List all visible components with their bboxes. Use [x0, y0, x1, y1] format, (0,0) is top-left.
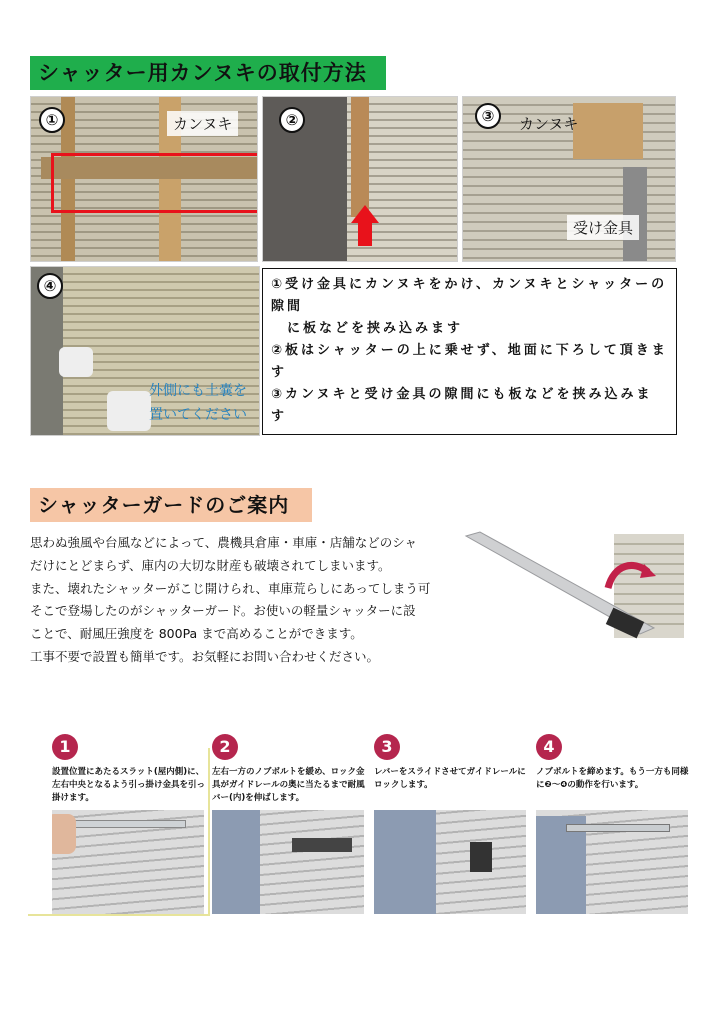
product-image-shutter-guard [458, 524, 694, 652]
step-badge-2: 2 [212, 734, 238, 760]
step-photo-4 [536, 810, 688, 914]
step-number-4: ④ [37, 273, 63, 299]
label-uke-kanagu: 受け金具 [567, 215, 639, 240]
step-number-1: ① [39, 107, 65, 133]
body-line: 工事不要で設置も簡単です。お気軽にお問い合わせください。 [30, 648, 380, 664]
section-title-kannuki: シャッター用カンヌキの取付方法 [30, 56, 386, 90]
label-kannuki: カンヌキ [167, 111, 238, 136]
overlay-note: 外側にも土嚢を 置いてください [149, 383, 247, 423]
step-photo-1 [52, 810, 204, 914]
step-photo-3 [374, 810, 526, 914]
step-text-4: ノブボルトを締めます。もう一方も同様に❷〜❹の動作を行います。 [536, 767, 689, 790]
arrow-up-icon [351, 205, 379, 223]
step-badge-3: 3 [374, 734, 400, 760]
body-line: 思わぬ強風や台風などによって、農機具倉庫・車庫・店舗などのシャ [30, 535, 418, 550]
body-line: また、壊れたシャッターがこじ開けられ、車庫荒らしにあってしまう可 [30, 580, 431, 596]
step-2 [188, 732, 365, 914]
label-kannuki-3: カンヌキ [519, 115, 579, 133]
section-2-body [30, 532, 454, 666]
body-line: そこで登場したのがシャッターガード。お使いの軽量シャッターに設 [30, 603, 416, 619]
step-photo-2 [212, 810, 364, 914]
step-text-1: 設置位置にあたるスラット(屋内側)に、左右中央となるよう引っ掛け金具を引っ掛けます。 [52, 767, 206, 803]
photo-step-4 [30, 266, 260, 436]
instruction-line-3: ②板はシャッターの上に乗せず、地面に下ろして頂きます [271, 343, 668, 380]
highlight-box [51, 153, 258, 213]
instruction-box [262, 268, 677, 435]
step-number-2: ② [279, 107, 305, 133]
instruction-line-4: ③カンヌキと受け金具の隙間にも板などを挟み込みます [271, 387, 653, 424]
step-text-2: 左右一方のノブボルトを緩め、ロック金具がガイドレールの奥に当たるまで耐風バー(内)を伸ばします。 [212, 767, 365, 803]
photo-step-3 [462, 96, 676, 262]
step-badge-1: 1 [52, 734, 78, 760]
photo-step-1 [30, 96, 258, 262]
step-badge-4: 4 [536, 734, 562, 760]
body-line: だけにとどまらず、庫内の大切な財産も破壊されてしまいます。 [30, 557, 391, 573]
step-4 [512, 732, 689, 914]
instruction-line-1: ①受け金具にカンヌキをかけ、カンヌキとシャッターの隙間 [271, 277, 668, 314]
step-3 [350, 732, 526, 914]
step-1 [28, 732, 206, 914]
instruction-line-2: に板などを挟み込みます [287, 321, 464, 336]
steps-guide [28, 732, 688, 918]
body-line: ことで、耐風圧強度を 800Pa まで高めることができます。 [30, 626, 363, 642]
step-number-3: ③ [475, 103, 501, 129]
arrow-stem [358, 222, 372, 246]
section-title-shutter-guard: シャッターガードのご案内 [30, 488, 312, 522]
photo-step-2 [262, 96, 458, 262]
step-text-3: レバーをスライドさせてガイドレールにロックします。 [374, 767, 526, 790]
